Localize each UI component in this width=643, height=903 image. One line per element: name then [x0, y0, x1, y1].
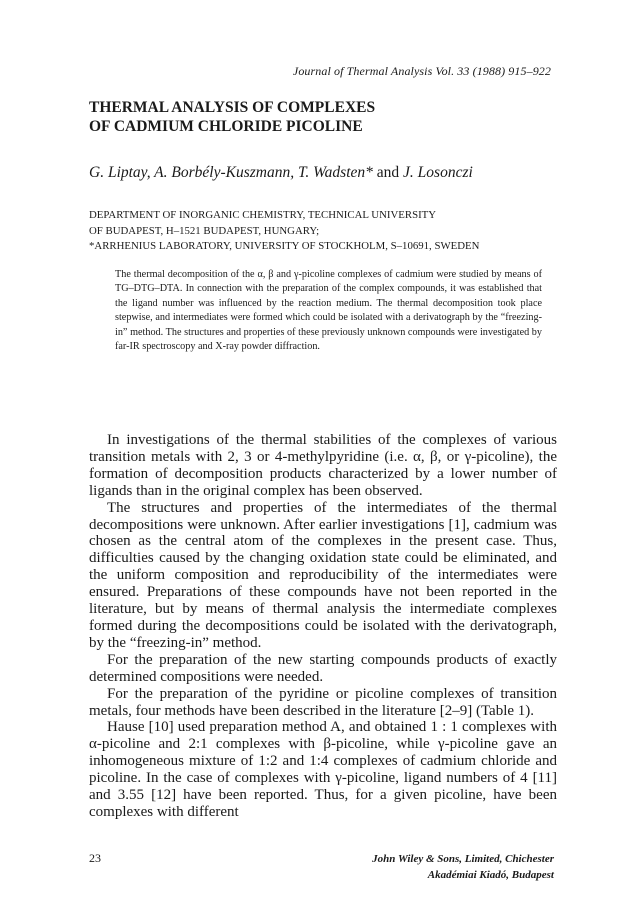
paragraph: Hause [10] used preparation method A, and obtained 1 : 1 complexes with α-picoline and 2:1 complexes with β-picoline, while γ-picoline gave an inhomogeneous mixture of 1:2 and 1:4 complexes of cadmium chloride and picoline. In the case of complexes with γ-picoline, ligand numbers of 4 [11] and 3.55 [12] have been reported. Thus, for a given picoline, have been complexes with different — [89, 719, 557, 820]
publisher-line: John Wiley & Sons, Limited, Chichester — [372, 853, 554, 865]
paper-title — [89, 98, 559, 136]
author-last: J. Losonczi — [403, 164, 473, 181]
paragraph: In investigations of the thermal stabilities of the complexes of various transition metals with 2, 3 or 4-methylpyridine (i.e. α, β, or γ-picoline), the formation of decomposition products characterized by a lower number of ligands than in the original complex has been observed. — [89, 432, 557, 499]
publisher-info — [372, 851, 554, 883]
journal-reference: Journal of Thermal Analysis Vol. 33 (1988) 915–922 — [292, 64, 551, 78]
title-line-2: OF CADMIUM CHLORIDE PICOLINE — [89, 118, 363, 135]
affiliation-line: OF BUDAPEST, H–1521 BUDAPEST, HUNGARY; — [89, 224, 320, 237]
title-line-1: THERMAL ANALYSIS OF COMPLEXES — [89, 99, 376, 116]
affiliations — [89, 208, 559, 255]
affiliation-line: *ARRHENIUS LABORATORY, UNIVERSITY OF STOCKHOLM, S–10691, SWEDEN — [89, 240, 480, 252]
paragraph: The structures and properties of the intermediates of the thermal decompositions were unknown. After earlier investigations [1], cadmium was chosen as the central atom of the complexes in the present case. Thus, difficulties caused by the changing oxidation state could be eliminated, and the uniform composition and reproducibility of the intermediates were ensured. Preparations of these compounds have not been reported in the literature, but by means of thermal analysis the intermediate complexes formed during the decompositions could be isolated with the derivatograph, by the “freezing-in” method. — [89, 499, 557, 651]
author-conjunction: and — [376, 164, 400, 181]
page-number: 23 — [89, 851, 101, 865]
author-names: G. Liptay, A. Borbély-Kuszmann, T. Wadsten* — [89, 164, 373, 181]
publisher-line: Akadémiai Kiadó, Budapest — [427, 869, 554, 881]
abstract: The thermal decomposition of the α, β and γ-picoline complexes of cadmium were studied by means of TG–DTG–DTA. In connection with the preparation of the complex compounds, it was established that the ligand number was influenced by the reaction medium. The thermal decomposition took place stepwise, and intermediates were formed which could be isolated with a derivatograph by the “freezing-in” method. The structures and properties of these previously unknown compounds were investigated by far-IR spectroscopy and X-ray powder diffraction. — [115, 269, 542, 353]
paragraph: For the preparation of the new starting compounds products of exactly determined compositions were needed. — [89, 651, 557, 685]
body-text — [89, 432, 557, 821]
author-list — [89, 164, 559, 182]
affiliation-line: DEPARTMENT OF INORGANIC CHEMISTRY, TECHNICAL UNIVERSITY — [89, 209, 437, 221]
paragraph: For the preparation of the pyridine or picoline complexes of transition metals, four methods have been described in the literature [2–9] (Table 1). — [89, 685, 557, 719]
